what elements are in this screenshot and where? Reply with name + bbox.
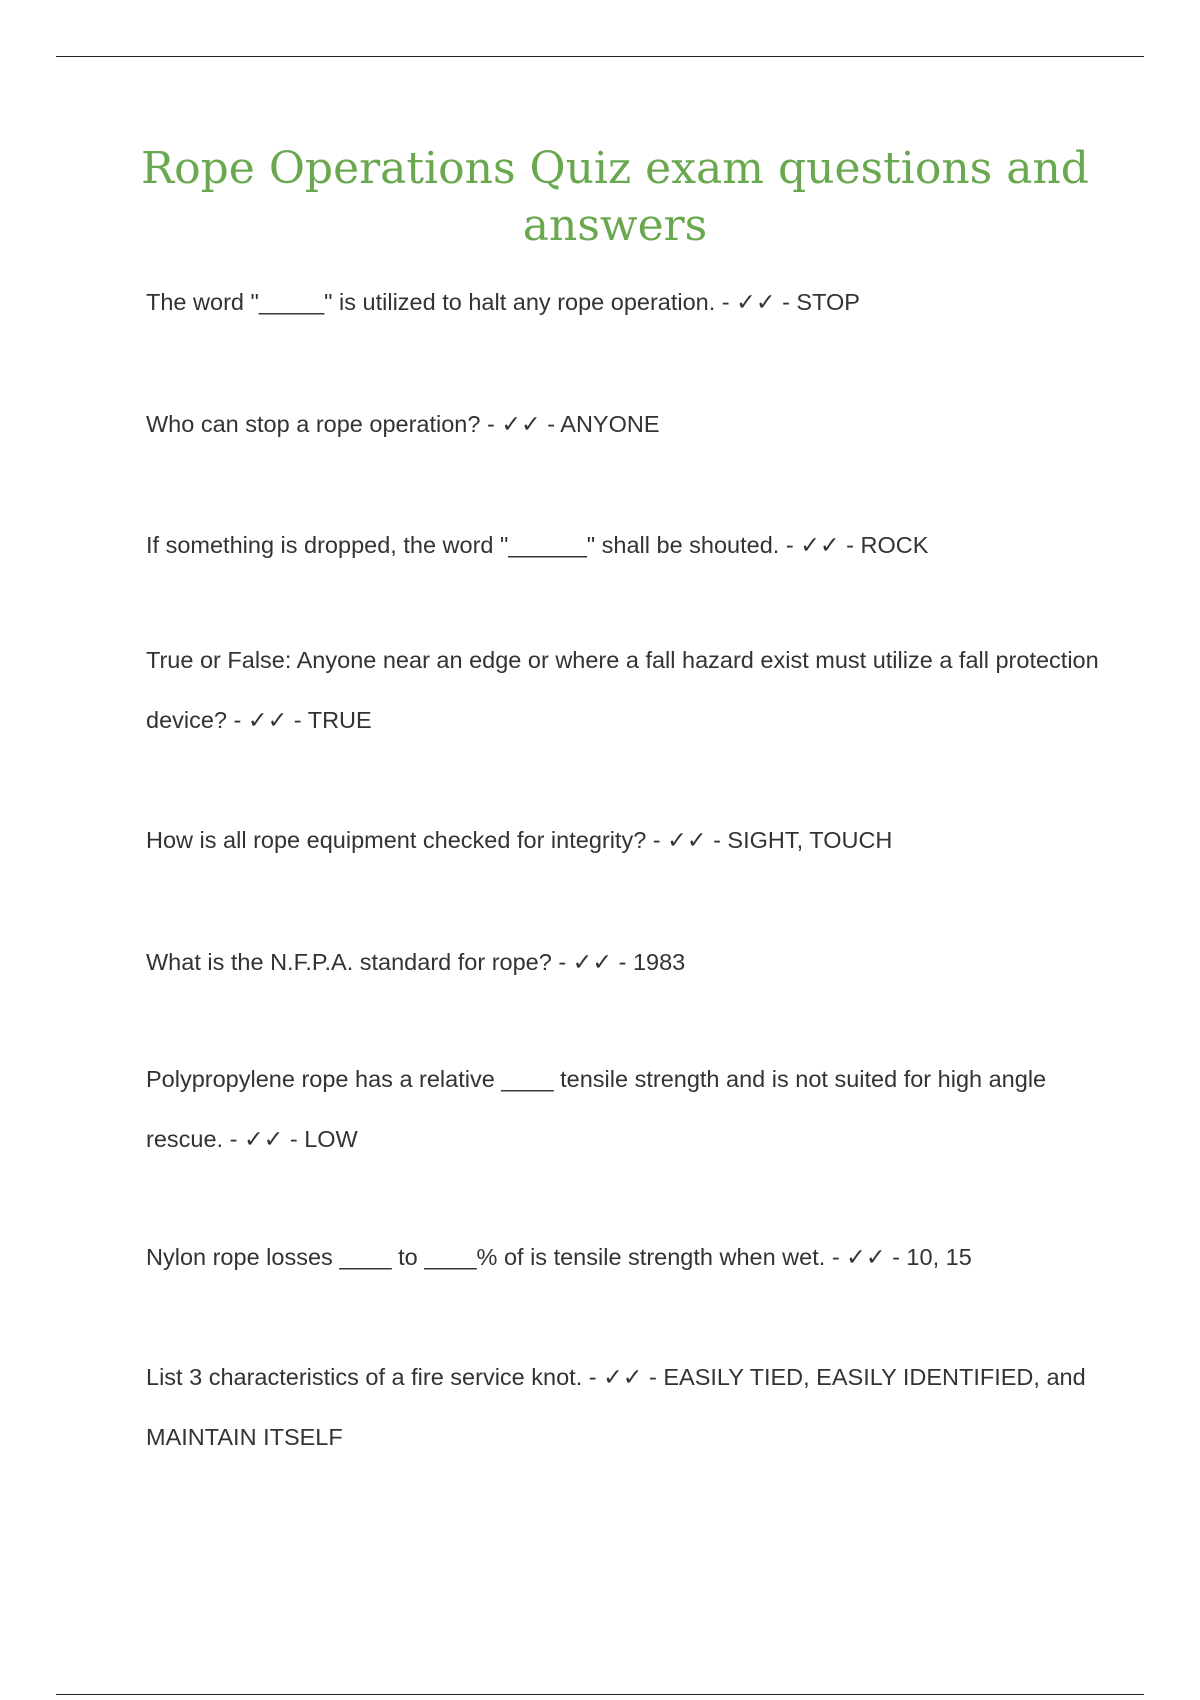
qa-item-4: True or False: Anyone near an edge or where a fall hazard exist must utilize a fall protection device? - ✓✓ - TRUE (146, 647, 1099, 733)
header-rule (56, 56, 1144, 57)
qa-item-8: Nylon rope losses ____ to ____% of is tensile strength when wet. - ✓✓ - 10, 15 (146, 1244, 972, 1270)
qa-item-1: The word "_____" is utilized to halt any rope operation. - ✓✓ - STOP (146, 289, 860, 315)
qa-item-3: If something is dropped, the word "______" shall be shouted. - ✓✓ - ROCK (146, 532, 929, 558)
qa-item-2: Who can stop a rope operation? - ✓✓ - ANYONE (146, 411, 660, 437)
footer-rule (56, 1694, 1144, 1695)
qa-item-5: How is all rope equipment checked for integrity? - ✓✓ - SIGHT, TOUCH (146, 827, 893, 853)
qa-item-9: List 3 characteristics of a fire service knot. - ✓✓ - EASILY TIED, EASILY IDENTIFIED, and MAINTAIN ITSELF (146, 1364, 1086, 1450)
document-title: Rope Operations Quiz exam questions and answers (141, 143, 1089, 251)
qa-item-7: Polypropylene rope has a relative ____ tensile strength and is not suited for high angle rescue. - ✓✓ - LOW (146, 1066, 1047, 1152)
qa-item-6: What is the N.F.P.A. standard for rope? - ✓✓ - 1983 (146, 949, 686, 975)
